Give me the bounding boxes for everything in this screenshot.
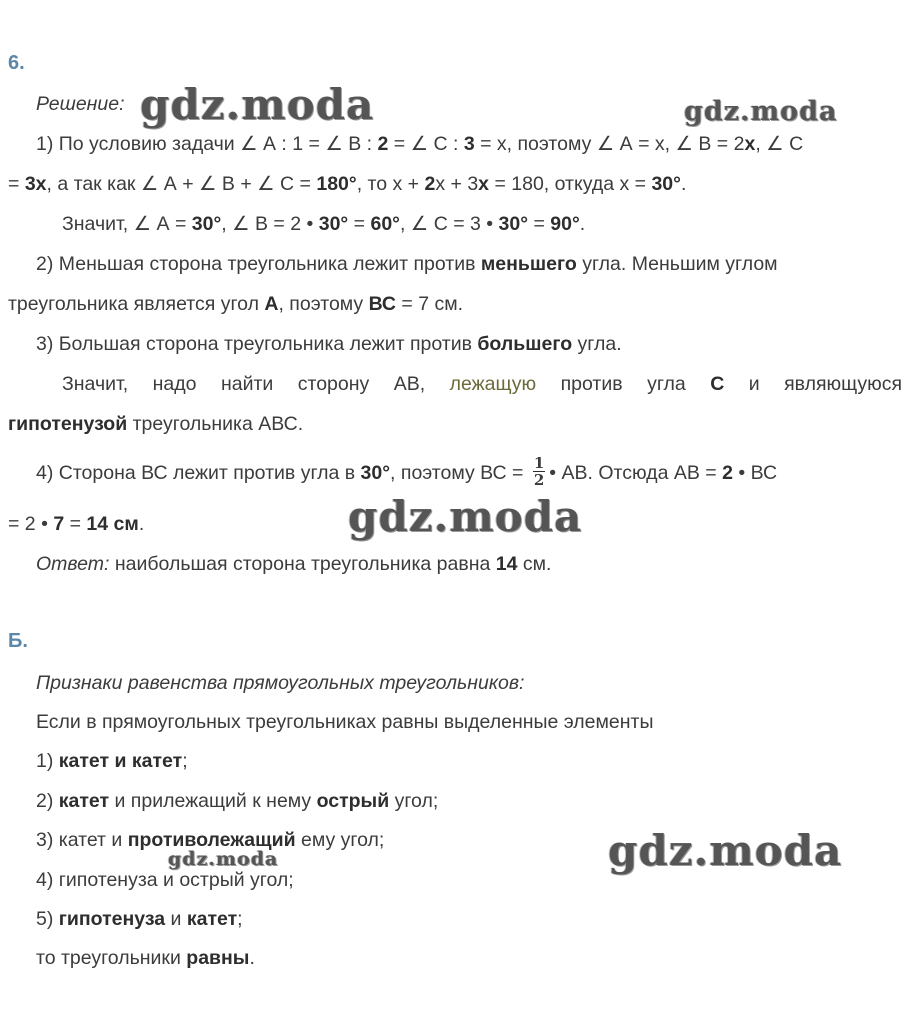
watermark-logo: gdz.moda: [168, 848, 279, 870]
paragraph-1-line-1: 1) По условию задачи ∠ А : 1 = ∠ В : 2 = ∠ С : 3 = х, поэтому ∠ А = х, ∠ В = 2х, ∠ С: [36, 133, 804, 155]
paragraph-3-line-2: Значит, надо найти сторону АВ, лежащую против угла С и являющуюся: [62, 373, 903, 395]
fraction-one-half: $\frac{1}{2}$: [533, 454, 545, 490]
paragraph-2-line-2: треугольника является угол А, поэтому ВС = 7 см.: [8, 293, 464, 315]
paragraph-4-line-2: = 2 • 7 = 14 см.: [8, 513, 145, 535]
watermark-logo: gdz.moda: [684, 96, 838, 127]
paragraph-3-line-1: 3) Большая сторона треугольника лежит против большего угла.: [36, 333, 622, 355]
paragraph-4-line-1: 4) Сторона ВС лежит против угла в 30°, поэтому ВС = $\frac{1}{2}$ • АВ. Отсюда АВ = 2 • ВС: [36, 454, 778, 490]
paragraph-3-line-3: гипотенузой треугольника АВС.: [8, 413, 304, 435]
paragraph-1-line-2: = 3х, а так как ∠ А + ∠ В + ∠ С = 180°, то х + 2х + 3х = 180, откуда х = 30°.: [8, 173, 687, 195]
answer-line: Ответ: наибольшая сторона треугольника равна 14 см.: [36, 553, 552, 575]
solution-label: Решение:: [36, 93, 125, 115]
watermark-logo: gdz.moda: [608, 826, 843, 875]
section-b-intro: Если в прямоугольных треугольниках равны выделенные элементы: [36, 711, 654, 733]
list-item-2: 2) катет и прилежащий к нему острый угол;: [36, 790, 439, 812]
section-6-label: 6.: [8, 52, 25, 74]
watermark-logo: gdz.moda: [140, 80, 375, 129]
section-b-label: Б.: [8, 630, 28, 652]
list-item-5: 5) гипотенуза и катет;: [36, 908, 243, 930]
list-item-3: 3) катет и противолежащий ему угол;: [36, 829, 385, 851]
section-b-title: Признаки равенства прямоугольных треугольников:: [36, 672, 525, 694]
conclusion-line: то треугольники равны.: [36, 947, 255, 969]
paragraph-2-line-1: 2) Меньшая сторона треугольника лежит против меньшего угла. Меньшим углом: [36, 253, 778, 275]
list-item-1: 1) катет и катет;: [36, 750, 188, 772]
paragraph-1-line-3: Значит, ∠ А = 30°, ∠ В = 2 • 30° = 60°, ∠ С = 3 • 30° = 90°.: [62, 213, 586, 235]
watermark-logo: gdz.moda: [348, 492, 583, 541]
list-item-4: 4) гипотенуза и острый угол;: [36, 869, 294, 891]
